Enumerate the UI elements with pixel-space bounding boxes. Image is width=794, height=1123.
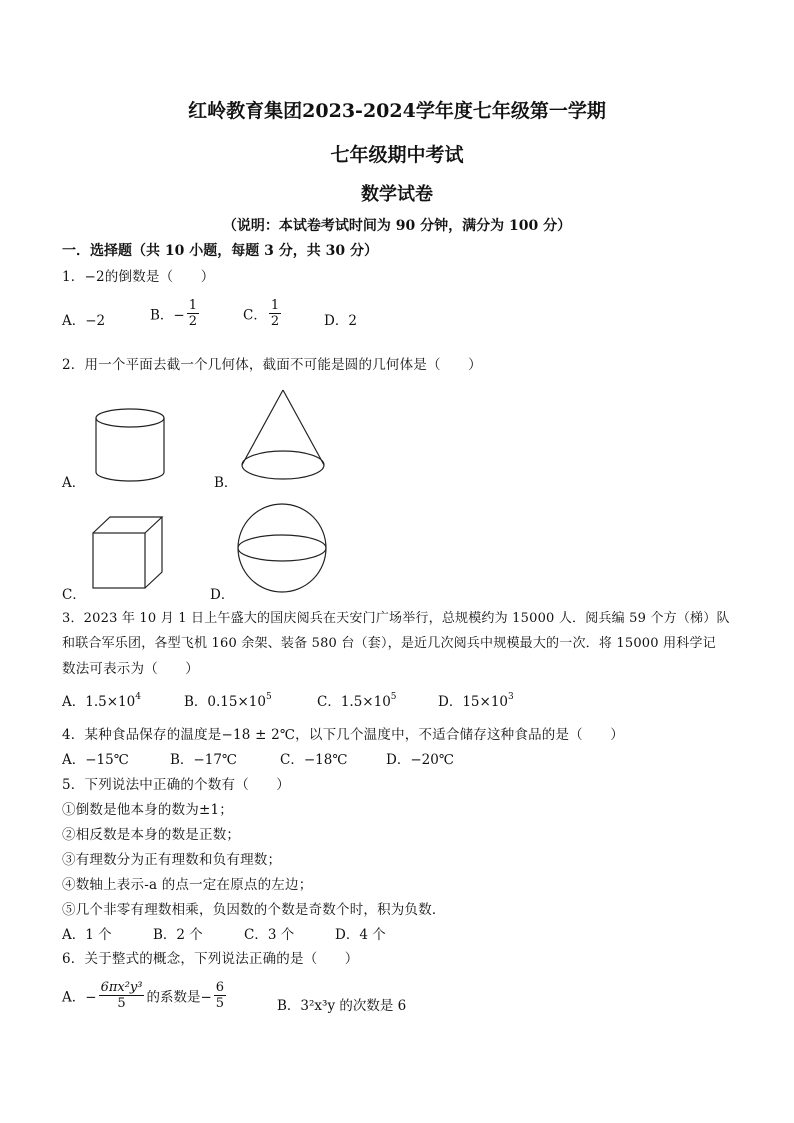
question-3-line-1: 3．2023 年 10 月 1 日上午盛大的国庆阅兵在天安门广场举行，总规模约为 15000 人．阅兵编 59 个方（梯）队: [62, 611, 730, 626]
fraction-half: [269, 298, 281, 329]
cone-figure: [240, 388, 330, 484]
q4-option-d: D．−20℃: [386, 752, 454, 768]
frac-den: 2: [188, 314, 198, 329]
question-6-stem: 6．关于整式的概念，下列说法正确的是（ ）: [62, 951, 359, 967]
question-3-line-3: 数法可表示为（ ）: [62, 661, 199, 677]
section-heading: 一．选择题（共 10 小题，每题 3 分，共 30 分）: [62, 243, 378, 259]
cube-figure: [92, 516, 164, 592]
q3-a-exp: 4: [135, 692, 141, 702]
question-4-stem: 4．某种食品保存的温度是−18 ± 2℃，以下几个温度中，不适合储存这种食品的是（ ）: [62, 727, 624, 743]
q5-option-b: B．2 个: [153, 927, 203, 943]
q3-c-base: C．1.5×10: [317, 694, 391, 710]
paper-name: 数学试卷: [361, 184, 433, 205]
sphere-figure: [238, 502, 328, 598]
fraction-half: [187, 298, 199, 329]
question-3-line-2: 和联合军乐团，各型飞机 160 余架、装备 580 台（套），是近几次阅兵中规模最大的一次．将 15000 用科学记: [62, 636, 716, 651]
q3-b-exp: 5: [265, 692, 272, 702]
q5-option-c: C．3 个: [244, 927, 295, 943]
q3-a-base: A．1.5×10: [62, 694, 136, 710]
q1-option-b: [150, 298, 201, 329]
q4-option-c: C．−18℃: [280, 752, 348, 768]
exam-subtitle: 七年级期中考试: [330, 144, 464, 166]
frac-num: 6πx²y³: [100, 980, 143, 995]
q5-statement-5: ⑤几个非零有理数相乘，负因数的个数是奇数个时，积为负数．: [62, 902, 446, 918]
q5-option-a: A．1 个: [62, 927, 112, 943]
cylinder-figure: [95, 408, 167, 484]
q3-d-base: D．15×10: [438, 694, 508, 710]
q2-option-d: D．: [210, 587, 235, 603]
q6-option-b: B．3²x³y 的次数是 6: [277, 998, 407, 1014]
q5-statement-1: ①倒数是他本身的数为±1；: [62, 802, 234, 818]
q4-option-b: B．−17℃: [170, 752, 238, 768]
q2-option-b: B．: [214, 475, 238, 491]
q1-option-b-prefix: B．−: [150, 307, 185, 324]
question-5-stem: 5．下列说法中正确的个数有（ ）: [62, 777, 290, 793]
q6-option-a: [62, 980, 228, 1011]
q6-a-fraction-2: [214, 980, 226, 1011]
q3-b-base: B．0.15×10: [184, 694, 266, 710]
q6-a-fraction: [99, 980, 145, 1011]
q1-option-a: A．−2: [62, 313, 106, 329]
q6-a-mid: 的系数是−: [146, 989, 212, 1006]
question-2-stem: 2．用一个平面去截一个几何体，截面不可能是圆的几何体是（ ）: [62, 357, 482, 373]
frac-num: 1: [270, 298, 280, 313]
q5-statement-3: ③有理数分为正有理数和负有理数；: [62, 852, 282, 868]
q2-option-c: C．: [62, 587, 86, 603]
q3-option-a: [62, 690, 141, 710]
q4-option-a: A．−15℃: [62, 752, 129, 768]
frac-num: 6: [215, 980, 225, 995]
exam-note: （说明：本试卷考试时间为 90 分钟，满分为 100 分）: [222, 218, 572, 234]
frac-den: 5: [215, 996, 225, 1011]
q5-statement-4: ④数轴上表示-a 的点一定在原点的左边；: [62, 877, 313, 893]
q3-d-exp: 3: [508, 692, 514, 702]
frac-num: 1: [188, 298, 198, 313]
q1-option-d: D．2: [324, 313, 357, 329]
frac-den: 5: [117, 996, 126, 1011]
q3-option-b: [184, 690, 272, 710]
q3-option-c: [317, 690, 397, 710]
q2-option-a: A．: [62, 475, 86, 491]
q1-option-c-prefix: C．: [243, 307, 267, 324]
exam-title: 红岭教育集团2023-2024学年度七年级第一学期: [188, 100, 606, 122]
q6-a-prefix: A．−: [62, 989, 97, 1006]
q5-option-d: D．4 个: [335, 927, 386, 943]
q5-statement-2: ②相反数是本身的数是正数；: [62, 827, 241, 843]
question-1-stem: 1．−2的倒数是（ ）: [62, 269, 215, 285]
frac-den: 2: [270, 314, 280, 329]
q1-option-c: [243, 298, 283, 329]
q3-option-d: [438, 690, 514, 710]
q3-c-exp: 5: [390, 692, 397, 702]
